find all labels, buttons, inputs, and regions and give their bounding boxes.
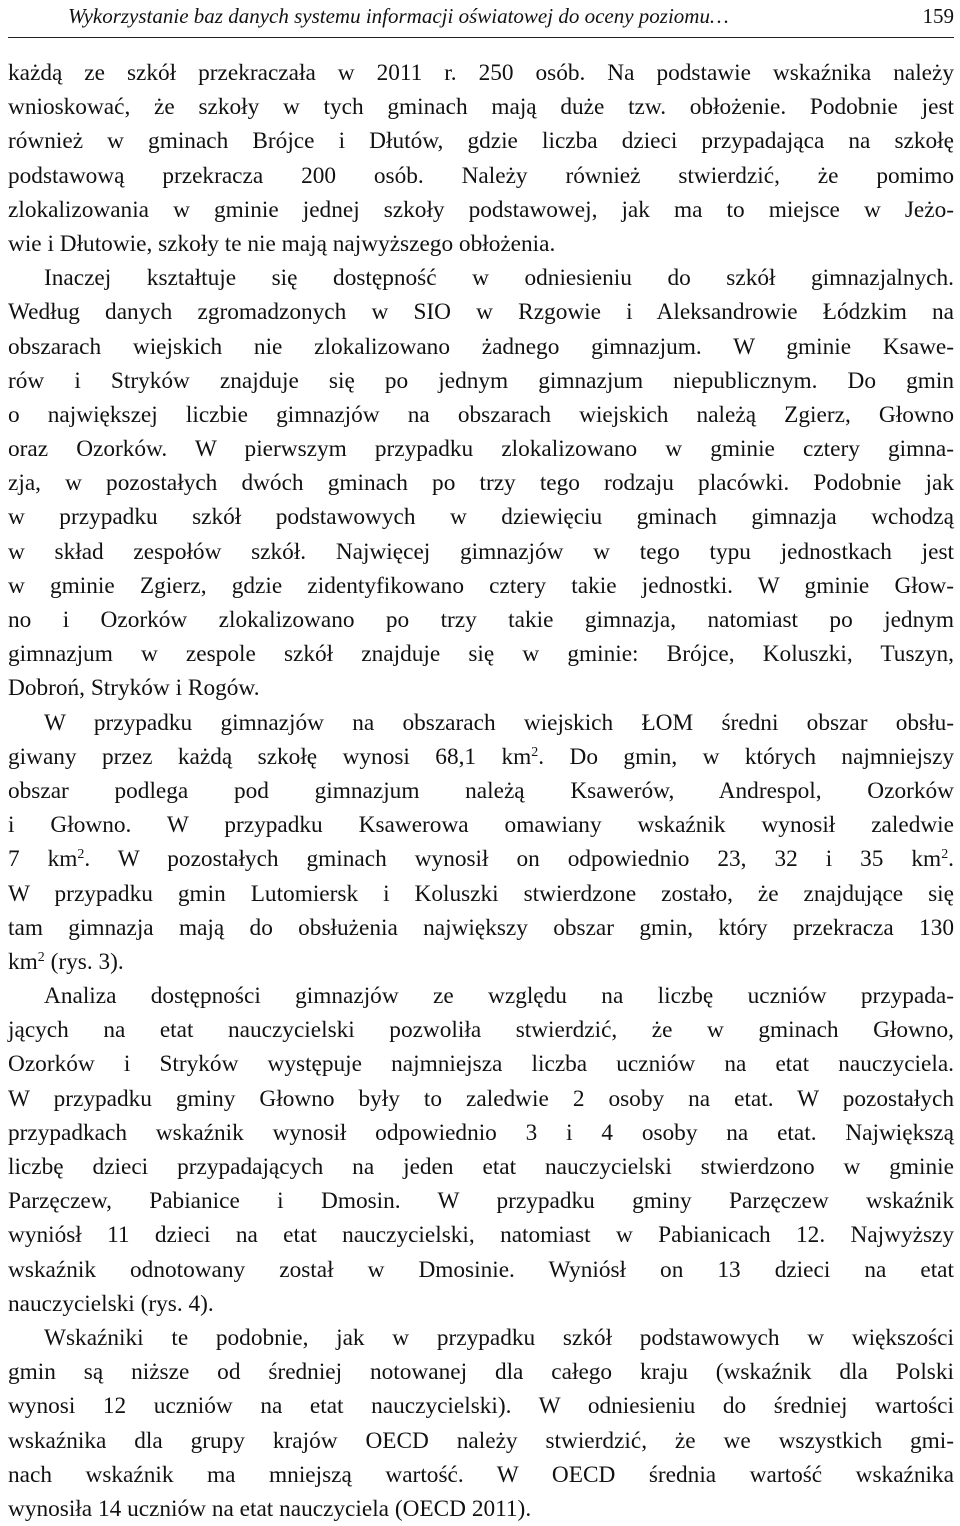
body-text: [8, 56, 954, 1526]
text-line: Parzęczew, Pabianice i Dmosin. W przypadku gminy Parzęczew wskaźnik: [8, 1188, 954, 1215]
text-line: W przypadku gmin Lutomiersk i Koluszki stwierdzone zostało, że znajdujące się: [8, 880, 954, 907]
text-line: wnioskować, że szkoły w tych gminach mają duże tzw. obłożenie. Podobnie jest: [8, 94, 954, 121]
text-line: przypadkach wskaźnik wynosił odpowiednio 3 i 4 osoby na etat. Największą: [8, 1119, 954, 1146]
text-line: wskaźnik odnotowany został w Dmosinie. Wyniósł on 13 dzieci na etat: [8, 1256, 954, 1283]
text-line: $km^2$ (rys. 3).: [8, 948, 124, 975]
running-header: [0, 0, 960, 40]
text-line: zlokalizowania w gminie jednej szkoły podstawowej, jak ma to miejsce w Jeżo-: [8, 196, 954, 223]
text-line: gimnazjum w zespole szkół znajduje się w gminie: Brójce, Koluszki, Tuszyn,: [8, 641, 954, 668]
text-line: w skład zespołów szkół. Najwięcej gimnazjów w tego typu jednostkach jest: [8, 538, 954, 565]
text-line: wyniósł 11 dzieci na etat nauczycielski, natomiast w Pabianicach 12. Najwyższy: [8, 1222, 954, 1249]
text-line: i Głowno. W przypadku Ksawerowa omawiany wskaźnik wynosił zaledwie: [8, 812, 954, 839]
text-line: no i Ozorków zlokalizowano po trzy takie gimnazja, natomiast po jednym: [8, 607, 954, 633]
text-line: również w gminach Brójce i Dłutów, gdzie liczba dzieci przypadająca na szkołę: [8, 128, 954, 155]
text-line: Analiza dostępności gimnazjów ze względu na liczbę uczniów przypada-: [44, 983, 954, 1010]
text-line: rów i Stryków znajduje się po jednym gimnazjum niepublicznym. Do gmin: [8, 367, 954, 394]
text-line: Dobroń, Stryków i Rogów.: [8, 675, 260, 702]
paragraph: [8, 56, 954, 261]
text-line: obszar podlega pod gimnazjum należą Ksawerów, Andrespol, Ozorków: [8, 777, 954, 804]
paragraph: [8, 261, 954, 705]
text-line: Inaczej kształtuje się dostępność w odniesieniu do szkół gimnazjalnych.: [44, 265, 954, 292]
paragraph: [8, 706, 954, 980]
text-line: jących na etat nauczycielski pozwoliła stwierdzić, że w gminach Głowno,: [8, 1017, 954, 1044]
text-line: o największej liczbie gimnazjów na obszarach wiejskich należą Zgierz, Głowno: [8, 401, 954, 428]
text-line: nauczycielski (rys. 4).: [8, 1290, 214, 1317]
text-line: wynosiła 14 uczniów na etat nauczyciela (OECD 2011).: [8, 1495, 532, 1522]
paragraph: [8, 1321, 954, 1526]
text-line: Wskaźniki te podobnie, jak w przypadku szkół podstawowych w większości: [44, 1324, 954, 1351]
text-line: wynosi 12 uczniów na etat nauczycielski). W odniesieniu do średniej wartości: [8, 1393, 954, 1420]
text-line: liczbę dzieci przypadających na jeden etat nauczycielski stwierdzono w gminie: [8, 1154, 954, 1180]
text-line: w przypadku szkół podstawowych w dziewięciu gminach gimnazja wchodzą: [8, 504, 954, 531]
text-line: obszarach wiejskich nie zlokalizowano żadnego gimnazjum. W gminie Ksawe-: [8, 333, 954, 360]
text-line: nach wskaźnik ma mniejszą wartość. W OECD średnia wartość wskaźnika: [8, 1461, 954, 1488]
text-line: podstawową przekracza 200 osób. Należy również stwierdzić, że pomimo: [8, 162, 954, 189]
header-divider: [8, 37, 954, 38]
text-line: Ozorków i Stryków występuje najmniejsza liczba uczniów na etat nauczyciela.: [8, 1051, 954, 1078]
text-line: w gminie Zgierz, gdzie zidentyfikowano cztery takie jednostki. W gminie Głow-: [8, 572, 954, 599]
text-line: wskaźnika dla grupy krajów OECD należy stwierdzić, że we wszystkich gmi-: [8, 1427, 954, 1454]
text-line: każdą ze szkół przekraczała w 2011 r. 250 osób. Na podstawie wskaźnika należy: [8, 60, 954, 86]
text-line: gmin są niższe od średniej notowanej dla całego kraju (wskaźnik dla Polski: [8, 1359, 954, 1386]
text-line: 7 $km^2$. W pozostałych gminach wynosił on odpowiednio 23, 32 i 35 $km^2$.: [8, 846, 954, 873]
running-header-title: Wykorzystanie baz danych systemu informacji oświatowej do oceny poziomu…: [68, 4, 729, 28]
text-line: zja, w pozostałych dwóch gminach po trzy tego rodzaju placówki. Podobnie jak: [8, 470, 954, 497]
text-line: giwany przez każdą szkołę wynosi 68,1 $km^2$. Do gmin, w których najmniejszy: [8, 743, 954, 770]
paragraph: [8, 979, 954, 1321]
text-line: wie i Dłutowie, szkoły te nie mają najwyższego obłożenia.: [8, 230, 556, 257]
text-line: W przypadku gimnazjów na obszarach wiejskich ŁOM średni obszar obsłu-: [44, 709, 954, 736]
text-line: oraz Ozorków. W pierwszym przypadku zlokalizowano w gminie cztery gimna-: [8, 436, 954, 463]
page-number: 159: [922, 4, 954, 28]
text-line: Według danych zgromadzonych w SIO w Rzgowie i Aleksandrowie Łódzkim na: [8, 299, 954, 326]
text-line: tam gimnazja mają do obsłużenia największy obszar gmin, który przekracza 130: [8, 914, 954, 941]
text-line: W przypadku gminy Głowno były to zaledwie 2 osoby na etat. W pozostałych: [8, 1085, 954, 1112]
